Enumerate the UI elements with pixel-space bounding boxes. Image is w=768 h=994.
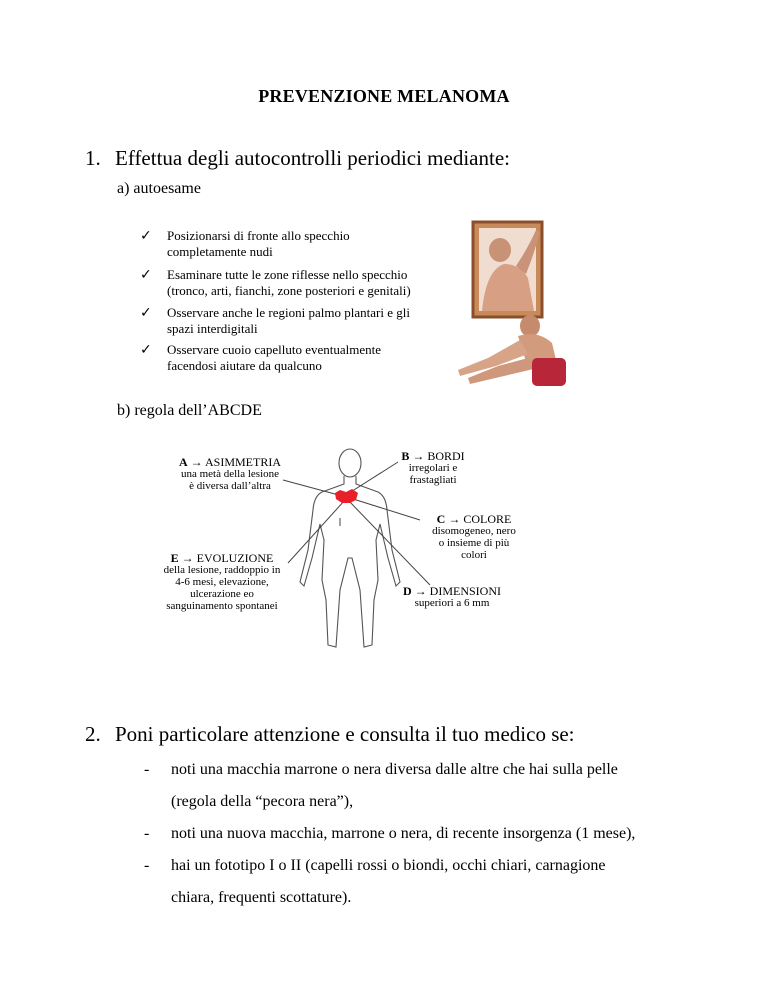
label-c: [424, 513, 524, 561]
section-1-heading: [85, 146, 510, 171]
checklist-item-line: (tronco, arti, fianchi, zone posteriori e genitali): [167, 283, 411, 298]
subsection-b-label: b) regola dell’ABCDE: [117, 402, 262, 419]
checklist-item-line: spazi interdigitali: [167, 321, 258, 336]
label-b-desc: irregolari e: [408, 462, 458, 474]
label-b-desc: frastagliati: [409, 474, 457, 486]
subsection-a-label: a) autoesame: [117, 180, 201, 197]
label-c-word: COLORE: [463, 512, 512, 526]
label-a-desc: una metà della lesione: [180, 468, 280, 480]
label-e-desc: sanguinamento spontanei: [166, 600, 278, 612]
checkmark-icon: ✓: [140, 228, 152, 244]
checkmark-icon: ✓: [140, 305, 152, 321]
section-1-number: 1.: [85, 146, 101, 170]
dash-bullet: -: [144, 761, 150, 778]
label-e-word: EVOLUZIONE: [196, 551, 274, 565]
label-d: [402, 585, 502, 609]
checklist-item-line: Esaminare tutte le zone riflesse nello specchio: [167, 267, 408, 282]
label-e-desc: ulcerazione eo: [190, 588, 254, 600]
label-a-word: ASIMMETRIA: [205, 455, 282, 469]
body-outline: [300, 449, 400, 647]
label-b: [398, 450, 468, 486]
label-e-desc: della lesione, raddoppio in: [163, 564, 281, 576]
label-c-desc: disomogeneo, nero: [432, 525, 516, 537]
list-item-line: noti una macchia marrone o nera diversa dalle altre che hai sulla pelle: [171, 761, 618, 778]
label-a: [170, 456, 290, 492]
checklist-item-line: facendosi aiutare da qualcuno: [167, 358, 322, 373]
lesion-mark: [335, 489, 358, 503]
section-2-number: 2.: [85, 722, 101, 746]
label-b-word: BORDI: [427, 449, 465, 463]
dash-bullet: -: [144, 825, 150, 842]
checklist-item-line: Osservare cuoio capelluto eventualmente: [167, 342, 382, 357]
label-a-letter: A: [178, 455, 188, 469]
checklist-item-line: Osservare anche le regioni palmo plantari e gli: [167, 305, 410, 320]
checklist-item-line: Posizionarsi di fronte allo specchio: [167, 228, 350, 243]
arrow-icon: →: [448, 512, 461, 526]
list-item-line: chiara, frequenti scottature).: [171, 889, 352, 906]
dash-bullet: -: [144, 857, 150, 874]
label-c-desc: colori: [461, 549, 487, 561]
label-c-letter: C: [436, 512, 446, 526]
label-e-desc: 4-6 mesi, elevazione,: [175, 576, 269, 588]
label-e: [160, 552, 284, 612]
label-d-letter: D: [403, 584, 412, 598]
self-exam-illustration: [448, 218, 578, 398]
label-e-letter: E: [170, 551, 179, 565]
label-d-word: DIMENSIONI: [429, 584, 501, 598]
arrow-icon: →: [412, 449, 425, 463]
label-b-letter: B: [401, 449, 410, 463]
checklist-item-line: completamente nudi: [167, 244, 273, 259]
label-a-desc: è diversa dall’altra: [189, 480, 271, 492]
mirror-image: [473, 222, 542, 317]
checkmark-icon: ✓: [140, 342, 152, 358]
section-1-title: Effettua degli autocontrolli periodici mediante:: [115, 146, 510, 170]
section-2-title: Poni particolare attenzione e consulta il tuo medico se:: [115, 722, 575, 746]
label-c-desc: o insieme di più: [438, 537, 510, 549]
arrow-icon: →: [414, 584, 427, 598]
arrow-icon: →: [190, 455, 203, 469]
list-item-line: noti una nuova macchia, marrone o nera, di recente insorgenza (1 mese),: [171, 825, 636, 842]
page-title: PREVENZIONE MELANOMA: [258, 86, 510, 106]
list-item-line: (regola della “pecora nera”),: [171, 793, 354, 810]
section-2-heading: [85, 722, 575, 747]
checkmark-icon: ✓: [140, 267, 152, 283]
arrow-icon: →: [181, 551, 194, 565]
list-item-line: hai un fototipo I o II (capelli rossi o biondi, occhi chiari, carnagione: [171, 857, 606, 874]
label-d-desc: superiori a 6 mm: [414, 597, 490, 609]
seated-person-image: [458, 315, 566, 386]
